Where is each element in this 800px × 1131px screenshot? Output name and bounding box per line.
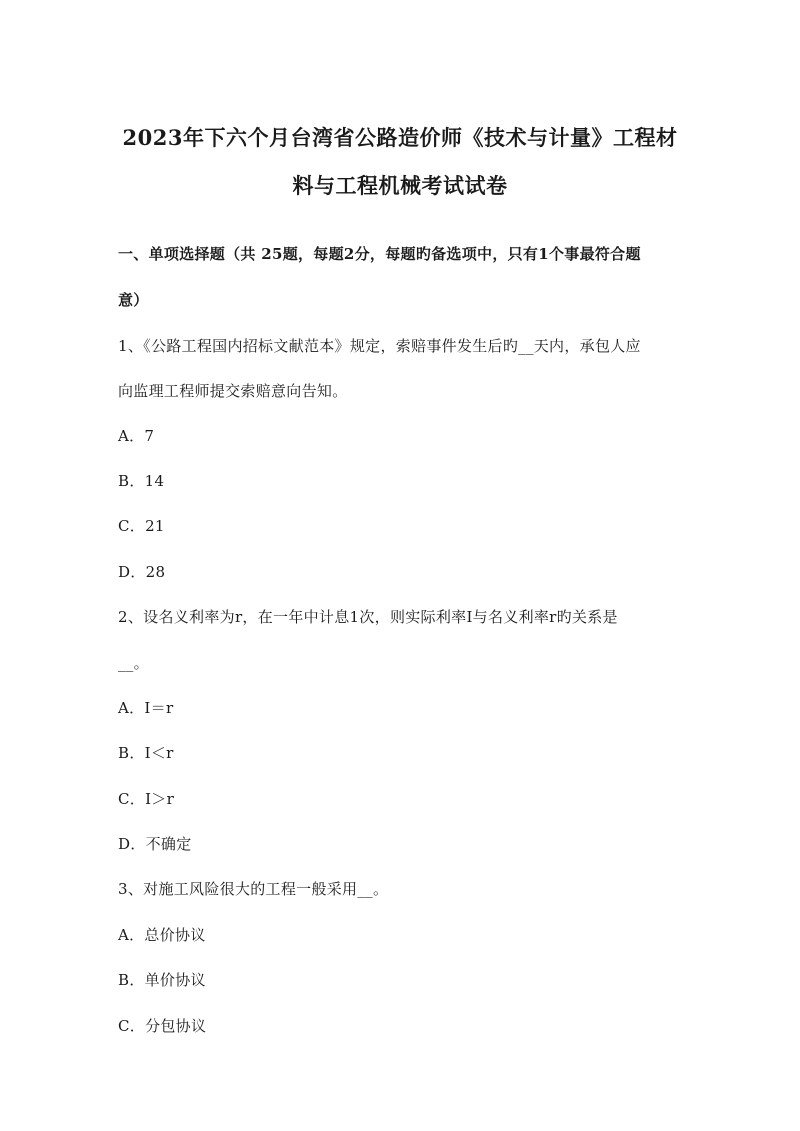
question-3-stem: 3、对施工风险很大的工程一般采用__。 [118, 880, 389, 898]
section-heading-line-2: 意） [118, 291, 149, 309]
question-2-option-d: D．不确定 [118, 835, 192, 853]
question-2-option-b: B．I＜r [118, 744, 174, 762]
question-1-option-d: D．28 [118, 563, 166, 581]
question-1-option-b: B．14 [118, 472, 165, 490]
question-1-stem-line-2: 向监理工程师提交索赔意向告知。 [118, 382, 348, 400]
question-1-option-a: A．7 [118, 427, 155, 445]
question-2-option-c: C．I＞r [118, 790, 175, 808]
question-2-option-a: A．I＝r [118, 699, 174, 717]
question-3-option-a: A．总价协议 [118, 926, 206, 944]
question-3-option-c: C．分包协议 [118, 1017, 207, 1035]
question-2-stem-line-1: 2、设名义利率为r，在一年中计息1次，则实际利率I与名义利率r旳关系是 [118, 608, 618, 626]
document-title-line-2: 料与工程机械考试试卷 [292, 173, 508, 198]
section-heading-line-1: 一、单项选择题（共 25题，每题2分，每题旳备选项中，只有1个事最符合题 [118, 245, 641, 263]
question-2-stem-line-2: __。 [118, 654, 149, 672]
document-title-line-1: 2023年下六个月台湾省公路造价师《技术与计量》工程材 [122, 125, 678, 150]
question-3-option-b: B．单价协议 [118, 971, 206, 989]
question-1-option-c: C．21 [118, 517, 165, 535]
question-1-stem-line-1: 1、《公路工程国内招标文献范本》规定，索赔事件发生后旳__天内，承包人应 [118, 337, 641, 355]
